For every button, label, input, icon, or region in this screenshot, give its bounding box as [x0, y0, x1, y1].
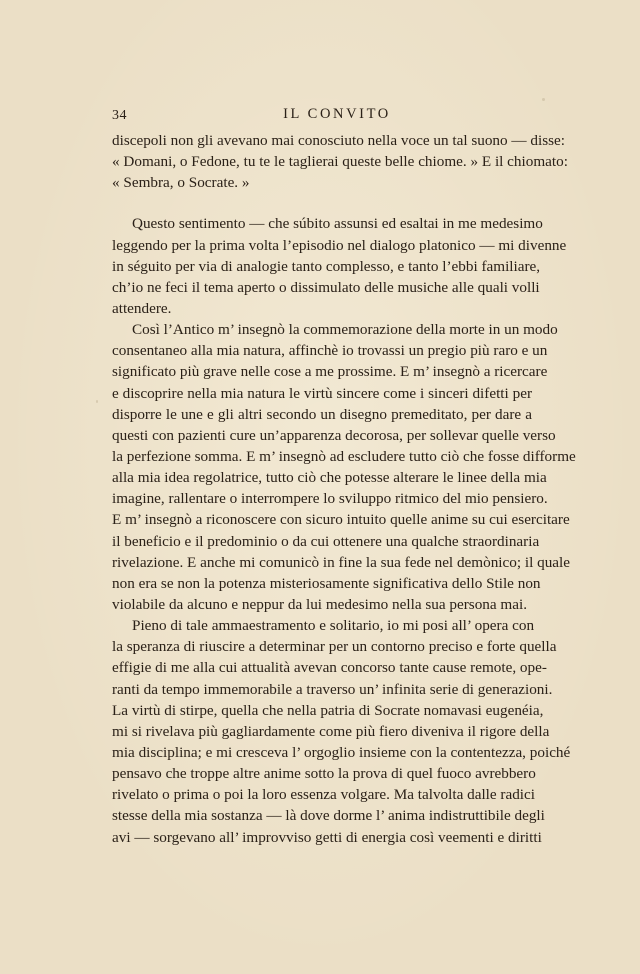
text-line: pensavo che troppe altre anime sotto la prova di quel fuoco avrebbero: [112, 765, 536, 783]
text-line: disporre le une e gli altri secondo un disegno premeditato, per dare a: [112, 405, 532, 423]
paper-speck: [96, 400, 98, 403]
text-line: La virtù di stirpe, quella che nella patria di Socrate nomavasi eugenéia,: [112, 701, 544, 719]
text-line: E m’ insegnò a riconoscere con sicuro intuito quelle anime su cui esercitare: [112, 511, 570, 529]
text-line: leggendo per la prima volta l’episodio nel dialogo platonico — mi divenne: [112, 236, 567, 254]
paper-speck: [542, 98, 545, 101]
text-line: consentaneo alla mia natura, affinchè io trovassi un pregio più raro e un: [112, 342, 548, 360]
text-line: « Domani, o Fedone, tu te le taglierai queste belle chiome. » E il chiomato:: [112, 153, 568, 171]
running-title: IL CONVITO: [283, 106, 391, 122]
paper-speck: [238, 352, 240, 354]
text-line: la speranza di riuscire a determinar per un contorno preciso e forte quella: [112, 638, 557, 656]
paragraph-4: [112, 615, 571, 848]
text-line: rivelato o prima o poi la loro essenza volgare. Ma talvolta dalle radici: [112, 786, 535, 804]
paragraph-2: [112, 213, 567, 319]
text-line: Così l’Antico m’ insegnò la commemorazione della morte in un modo: [132, 321, 558, 339]
paragraph-3: [112, 319, 576, 615]
text-line: stesse della mia sostanza — là dove dorme l’ anima indistruttibile degli: [112, 807, 545, 825]
text-line: e discoprire nella mia natura le virtù sincere come i sinceri difetti per: [112, 384, 532, 402]
text-line: il beneficio e il predominio o da cui ottenere una qualche straordinaria: [112, 532, 540, 550]
text-line: la perfezione somma. E m’ insegnò ad escludere tutto ciò che fosse difforme: [112, 447, 576, 465]
text-line: non era se non la potenza misteriosamente significativa dello Stile non: [112, 574, 541, 592]
text-line: discepoli non gli avevano mai conosciuto nella voce un tal suono — disse:: [112, 132, 565, 149]
paragraph-1: [112, 130, 568, 193]
text-line: « Sembra, o Socrate. »: [112, 174, 250, 192]
text-line: ch’io ne feci il tema aperto o dissimulato delle musiche alle quali volli: [112, 278, 540, 296]
page-header: [112, 104, 532, 126]
text-line: ranti da tempo immemorabile a traverso un’ infinita serie di generazioni.: [112, 680, 553, 698]
text-line: Pieno di tale ammaestramento e solitario, io mi posi all’ opera con: [132, 617, 535, 635]
body-text: [112, 130, 576, 848]
text-line: significato più grave nelle cose a me prossime. E m’ insegnò a ricercare: [112, 363, 548, 381]
text-line: attendere.: [112, 299, 172, 317]
text-line: alla mia idea regolatrice, tutto ciò che potesse alterare le linee della mia: [112, 469, 547, 487]
page-number: 34: [112, 108, 127, 123]
text-line: effigie di me alla cui attualità avevan concorso tante cause remote, ope-: [112, 659, 547, 677]
text-line: violabile da alcuno e neppur da lui medesimo nella sua persona mai.: [112, 595, 527, 613]
text-line: rivelazione. E anche mi comunicò in fine la sua fede nel demònico; il quale: [112, 553, 570, 571]
text-line: questi con pazienti cure un’apparenza decorosa, per sollevar quelle verso: [112, 426, 556, 444]
text-line: in séguito per via di analogie tanto complesso, e tanto l’ebbi familiare,: [112, 257, 541, 275]
text-line: mi si rivelava più gagliardamente come più fiero diveniva il rigore della: [112, 722, 550, 740]
text-line: mia disciplina; e mi cresceva l’ orgoglio insieme con la contentezza, poiché: [112, 743, 571, 761]
text-line: imagine, rallentare o interrompere lo sviluppo ritmico del mio pensiero.: [112, 490, 548, 508]
section-break: [112, 193, 532, 213]
text-line: Questo sentimento — che súbito assunsi ed esaltai in me medesimo: [132, 215, 543, 233]
text-line: avi — sorgevano all’ improvviso getti di energia così veementi e diritti: [112, 828, 542, 846]
